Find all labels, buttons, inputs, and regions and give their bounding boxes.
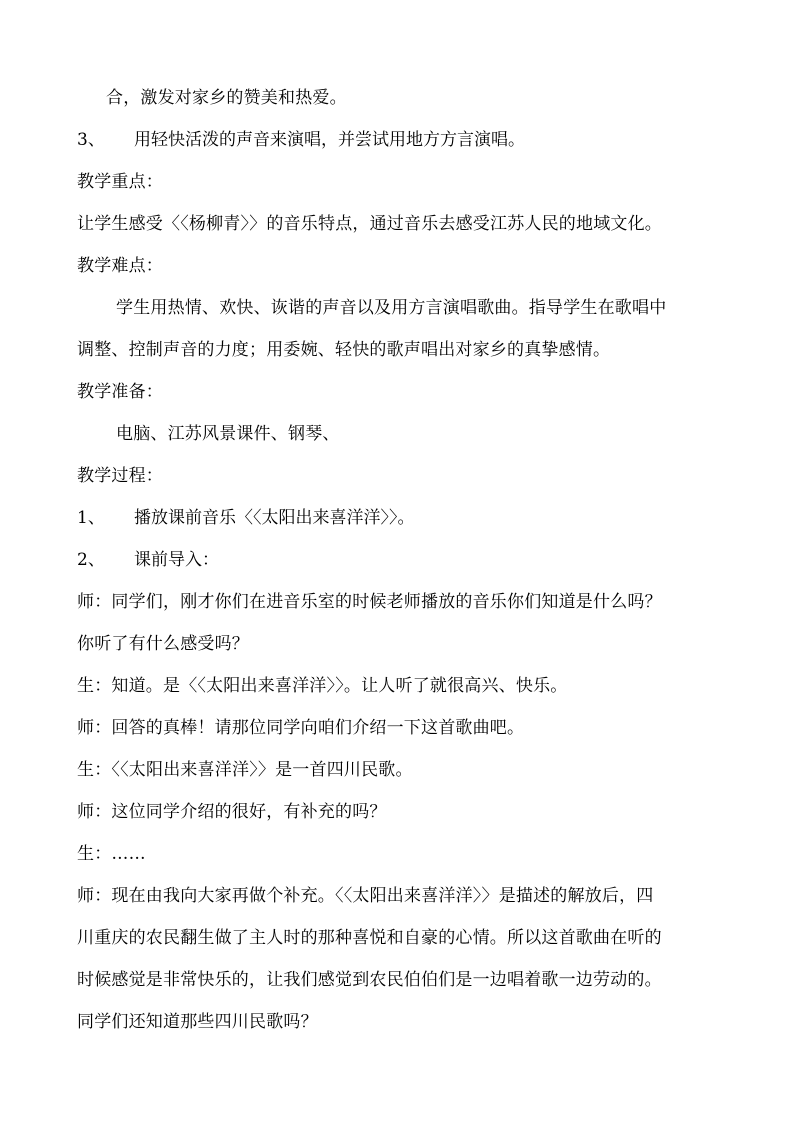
section-heading: 教学过程： bbox=[77, 466, 163, 486]
paragraph-line: 电脑、江苏风景课件、钢琴、 bbox=[116, 424, 340, 444]
list-item-text: 用轻快活泼的声音来演唱，并尝试用地方方言演唱。 bbox=[134, 130, 525, 150]
dialogue-line: 师：这位同学介绍的很好，有补充的吗？ bbox=[77, 802, 387, 822]
dialogue-line: 川重庆的农民翻生做了主人时的那种喜悦和自豪的心情。所以这首歌曲在听的 bbox=[77, 928, 662, 948]
section-heading: 教学准备： bbox=[77, 382, 163, 402]
list-item-text: 课前导入： bbox=[134, 550, 219, 570]
list-item-text: 播放课前音乐〈〈太阳出来喜洋洋〉〉。 bbox=[134, 508, 415, 528]
paragraph-line: 让学生感受〈〈杨柳青〉〉的音乐特点，通过音乐去感受江苏人民的地域文化。 bbox=[77, 214, 662, 234]
section-heading: 教学难点： bbox=[77, 256, 163, 276]
list-number: 2、 bbox=[77, 550, 105, 570]
dialogue-line: 师：同学们，刚才你们在进音乐室的时候老师播放的音乐你们知道是什么吗？ bbox=[77, 592, 662, 612]
paragraph-line: 合，激发对家乡的赞美和热爱。 bbox=[106, 88, 347, 108]
section-heading: 教学重点： bbox=[77, 172, 163, 192]
paragraph-line: 学生用热情、欢快、诙谐的声音以及用方言演唱歌曲。指导学生在歌唱中 bbox=[116, 298, 667, 318]
dialogue-line: 师：回答的真棒！请那位同学向咱们介绍一下这首歌曲吧。 bbox=[77, 718, 525, 738]
dialogue-line: 生：…… bbox=[77, 844, 146, 864]
dialogue-line: 同学们还知道那些四川民歌吗？ bbox=[77, 1012, 318, 1032]
dialogue-line: 生：知道。是〈〈太阳出来喜洋洋〉〉。让人听了就很高兴、快乐。 bbox=[77, 676, 568, 696]
dialogue-line: 生：〈〈太阳出来喜洋洋〉〉是一首四川民歌。 bbox=[77, 760, 413, 780]
dialogue-line: 时候感觉是非常快乐的，让我们感觉到农民伯伯们是一边唱着歌一边劳动的。 bbox=[77, 970, 662, 990]
list-number: 3、 bbox=[77, 130, 105, 150]
list-number: 1、 bbox=[77, 508, 105, 528]
paragraph-line: 调整、控制声音的力度；用委婉、轻快的歌声唱出对家乡的真挚感情。 bbox=[77, 340, 611, 360]
dialogue-line: 你听了有什么感受吗？ bbox=[77, 634, 249, 654]
dialogue-line: 师：现在由我向大家再做个补充。〈〈太阳出来喜洋洋〉〉是描述的解放后，四 bbox=[77, 886, 654, 906]
